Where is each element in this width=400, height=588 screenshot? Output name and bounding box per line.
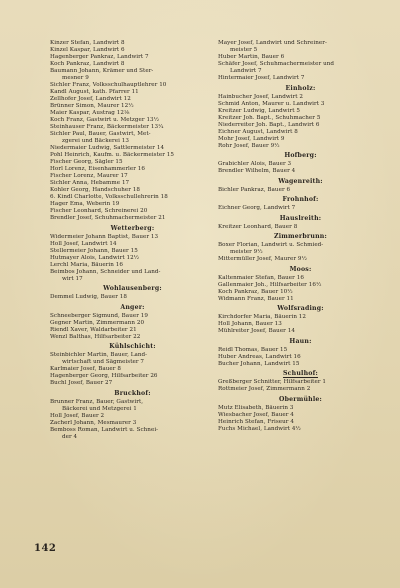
directory-entry: Stellermeier Johann, Bauer 15 xyxy=(50,247,138,254)
directory-entry: Hainbucher Josef, Landwirt 2 xyxy=(218,93,303,100)
section-heading xyxy=(218,196,383,203)
directory-entry: Hutmayer Alois, Landwirt 12½ xyxy=(50,254,140,261)
section-heading-text: Frohnhof: xyxy=(282,196,319,203)
directory-entry: Brendler Josef, Schuhmachermeister 21 xyxy=(50,215,166,221)
section-heading-text: Hofberg: xyxy=(284,152,317,159)
directory-entry: Holl Josef, Bauer 2 xyxy=(50,412,105,419)
directory-entry: Koch Pankraz, Landwirt 8 xyxy=(50,61,125,67)
directory-entry: Beimbos Johann, Schneider und Land- xyxy=(50,268,161,275)
directory-entry: Hagenberger Georg, Hilfsarbeiter 26 xyxy=(50,373,158,379)
directory-entry: Gegner Martin, Zimmermann 20 xyxy=(50,319,145,326)
directory-entry: Zellhofer Josef, Landwirt 12 xyxy=(50,96,131,102)
directory-entry: Fuchs Michael, Landwirt 4½ xyxy=(218,425,301,432)
section-heading xyxy=(218,266,383,273)
directory-entry: Riendl Xaver, Waldarbeiter 21 xyxy=(50,326,137,333)
section-heading xyxy=(50,343,215,350)
directory-entry: 6. Kindl Charlotte, Volksschullehrerin 18 xyxy=(50,194,168,200)
section-heading-text: Haun: xyxy=(289,337,312,345)
directory-entry: Reidl Thomas, Bauer 15 xyxy=(218,346,288,353)
entry-continuation: wirt 17 xyxy=(62,275,83,282)
entry-continuation: Landwirt 7 xyxy=(230,68,262,74)
directory-entry: Eichner Georg, Landwirt 7 xyxy=(218,205,296,211)
directory-entry: Pohl Heinrich, Kaufm. u. Bäckermeister 15 xyxy=(50,152,175,158)
directory-entry: Zacherl Johann, Mesmaurer 3 xyxy=(50,419,137,426)
directory-entry: Sichler Anna, Hebamme 17 xyxy=(50,180,130,186)
section-heading xyxy=(218,178,383,185)
section-heading-text: Schulhof: xyxy=(283,370,318,377)
section-heading xyxy=(218,338,383,345)
directory-entry: Mutz Elisabeth, Bäuerin 3 xyxy=(218,404,294,411)
directory-entry: Hagenberger Pankraz, Landwirt 7 xyxy=(50,54,149,60)
directory-entry: Hager Ema, Weberin 19 xyxy=(50,201,120,207)
entry-continuation: der 4 xyxy=(62,433,78,440)
section-heading xyxy=(218,152,383,159)
directory-entry: Koch Franz, Gastwirt u. Metzger 13½ xyxy=(50,117,160,123)
section-heading xyxy=(218,396,383,403)
directory-entry: Fischer Georg, Sägler 15 xyxy=(50,159,123,165)
directory-entry: Huber Martin, Bauer 6 xyxy=(218,54,285,60)
directory-entry: Mühlreiter Josef, Bauer 14 xyxy=(218,328,295,334)
directory-entry: Sichler Paul, Bauer, Gastwirt, Met- xyxy=(50,131,151,137)
directory-entry: Schmid Anton, Maurer u. Landwirt 3 xyxy=(218,100,325,107)
section-heading-text: Obermühle: xyxy=(278,395,323,403)
section-heading-text: Einholz: xyxy=(285,84,316,92)
directory-entry: Heinrich Stefan, Friseur 4 xyxy=(218,418,294,425)
directory-entry: Huber Andreas, Landwirt 16 xyxy=(218,353,301,360)
section-heading-text: Bruckhof: xyxy=(114,389,151,397)
section-heading-text: Wolfsrading: xyxy=(277,305,324,312)
right-column xyxy=(218,40,383,433)
directory-entry: Grabichler Alois, Bauer 3 xyxy=(218,161,292,167)
entry-continuation: meister 5 xyxy=(230,47,258,53)
directory-entry: Baumann Johann, Krämer und Ster- xyxy=(50,68,154,74)
directory-entry: Gallenmaier Joh., Hilfsarbeiter 16½ xyxy=(218,281,322,288)
directory-entry: Bucher Johann, Landwirt 15 xyxy=(218,360,300,367)
directory-entry: Kirchdorfer Maria, Bäuerin 12 xyxy=(218,314,307,320)
directory-entry: Niederreiter Joh. Bapt., Landwirt 6 xyxy=(218,121,320,128)
directory-entry: Fischer Leonhard, Schreinerei 20 xyxy=(50,208,148,214)
directory-entry: Demmel Ludwig, Bauer 18 xyxy=(50,294,127,300)
section-heading-text: Wohlausenberg: xyxy=(103,285,162,292)
section-heading-text: Hauslreith: xyxy=(279,214,322,222)
entry-continuation: meister 9½ xyxy=(230,249,263,255)
entry-continuation: zgerei und Bäckerei 13 xyxy=(62,138,130,144)
directory-entry: Kaltenmaier Stefan, Bauer 16 xyxy=(218,274,304,281)
directory-entry: Maier Kaspar, Austrag 12⅛ xyxy=(50,110,130,116)
directory-entry: Holl Johann, Bauer 13 xyxy=(218,321,282,327)
directory-entry: Sichler Franz, Volksschulhauptlehrer 10 xyxy=(50,82,167,88)
directory-entry: Kinzer Stefan, Landwirt 8 xyxy=(50,40,125,46)
directory-entry: Widmann Franz, Bauer 11 xyxy=(218,295,294,302)
directory-entry: Kreitzer Ludwig, Landwirt 5 xyxy=(218,107,300,114)
directory-entry: Brendler Wilhelm, Bauer 4 xyxy=(218,168,296,174)
directory-entry: Schneeberger Sigmund, Bauer 19 xyxy=(50,312,148,319)
directory-entry: Buchl Josef, Bauer 27 xyxy=(50,380,113,386)
directory-entry: Wiesbacher Josef, Bauer 4 xyxy=(218,411,294,418)
directory-entry: Fischer Lorenz, Maurer 17 xyxy=(50,173,128,179)
directory-entry: Niedermaier Ludwig, Sattlermeister 14 xyxy=(50,145,165,151)
directory-entry: Kreitzer Leonhard, Bauer 8 xyxy=(218,223,298,230)
section-heading xyxy=(218,215,383,222)
directory-entry: Schäfer Josef, Schuhmachermeister und xyxy=(218,61,335,67)
section-heading xyxy=(218,370,383,377)
directory-entry: Bichler Pankraz, Bauer 6 xyxy=(218,186,291,193)
directory-entry: Mohr Josef, Landwirt 9 xyxy=(218,135,285,142)
directory-entry: Wenzl Balthas, Hilfsarbeiter 22 xyxy=(50,333,141,340)
page-number: 142 xyxy=(34,543,57,554)
directory-entry: Karlmaier Josef, Bauer 8 xyxy=(50,366,121,372)
section-heading-text: Kühlschicht: xyxy=(109,343,156,350)
directory-entry: Bemboss Roman, Landwirt u. Schnei- xyxy=(50,426,159,433)
directory-entry: Hintermaier Josef, Landwirt 7 xyxy=(218,75,305,81)
entry-continuation: mesner 9 xyxy=(62,75,89,81)
directory-entry: Widermeier Johann Baptist, Bauer 13 xyxy=(50,233,159,240)
directory-entry: Rohr Josef, Bauer 9½ xyxy=(218,142,280,149)
directory-entry: Kandl August, kath. Pfarrer 11 xyxy=(50,89,139,95)
directory-entry: Rottmeier Josef, Zimmermann 2 xyxy=(218,386,311,392)
entry-continuation: Bäckerei und Metzgerei 1 xyxy=(62,405,137,412)
section-heading xyxy=(218,85,383,92)
directory-entry: Horl Lorenz, Eisenhammerler 16 xyxy=(50,166,146,172)
section-heading-text: Wetterberg: xyxy=(110,224,155,232)
section-heading xyxy=(50,390,215,397)
section-heading xyxy=(50,285,215,292)
directory-entry: Steinbichler Martin, Bauer, Land- xyxy=(50,352,148,358)
directory-entry: Koch Pankraz, Bauer 10½ xyxy=(218,288,293,295)
directory-entry: Brünner Simon, Maurer 12½ xyxy=(50,103,134,109)
directory-entry: Kohler Georg, Handschuher 18 xyxy=(50,187,140,193)
directory-entry: Steinhauser Franz, Bäckermeister 13¼ xyxy=(50,124,164,130)
directory-entry: Brunner Franz, Bauer, Gastwirt, xyxy=(50,398,144,405)
directory-entry: Mittermüller Josef, Maurer 9½ xyxy=(218,256,307,262)
section-heading xyxy=(218,233,383,240)
directory-entry: Eichner August, Landwirt 8 xyxy=(218,128,298,135)
section-heading-text: Anger: xyxy=(120,303,145,311)
section-heading-text: Zimmerbrunn: xyxy=(274,233,327,240)
directory-entry: Kinzel Kaspar, Landwirt 6 xyxy=(50,47,125,53)
section-heading xyxy=(218,305,383,312)
directory-entry: Boxer Florian, Landwirt u. Schmied- xyxy=(218,242,324,248)
directory-entry: Kreitzer Joh. Bapt., Schuhmacher 5 xyxy=(218,114,321,121)
directory-entry: Mayer Josef, Landwirt und Schreiner- xyxy=(218,40,327,46)
section-heading xyxy=(50,225,215,232)
entry-continuation: wirtschaft und Sägmeister 7 xyxy=(62,359,145,365)
section-heading xyxy=(50,304,215,311)
directory-entry: Holl Josef, Landwirt 14 xyxy=(50,240,117,247)
section-heading-text: Wagenreith: xyxy=(278,177,323,185)
left-column xyxy=(50,40,215,441)
directory-entry: Greßberger Schnitter, Hilfsarbeiter 1 xyxy=(218,379,326,385)
directory-entry: Lerchl Maria, Bäuerin 16 xyxy=(50,261,123,268)
section-heading-text: Moos: xyxy=(289,265,312,273)
